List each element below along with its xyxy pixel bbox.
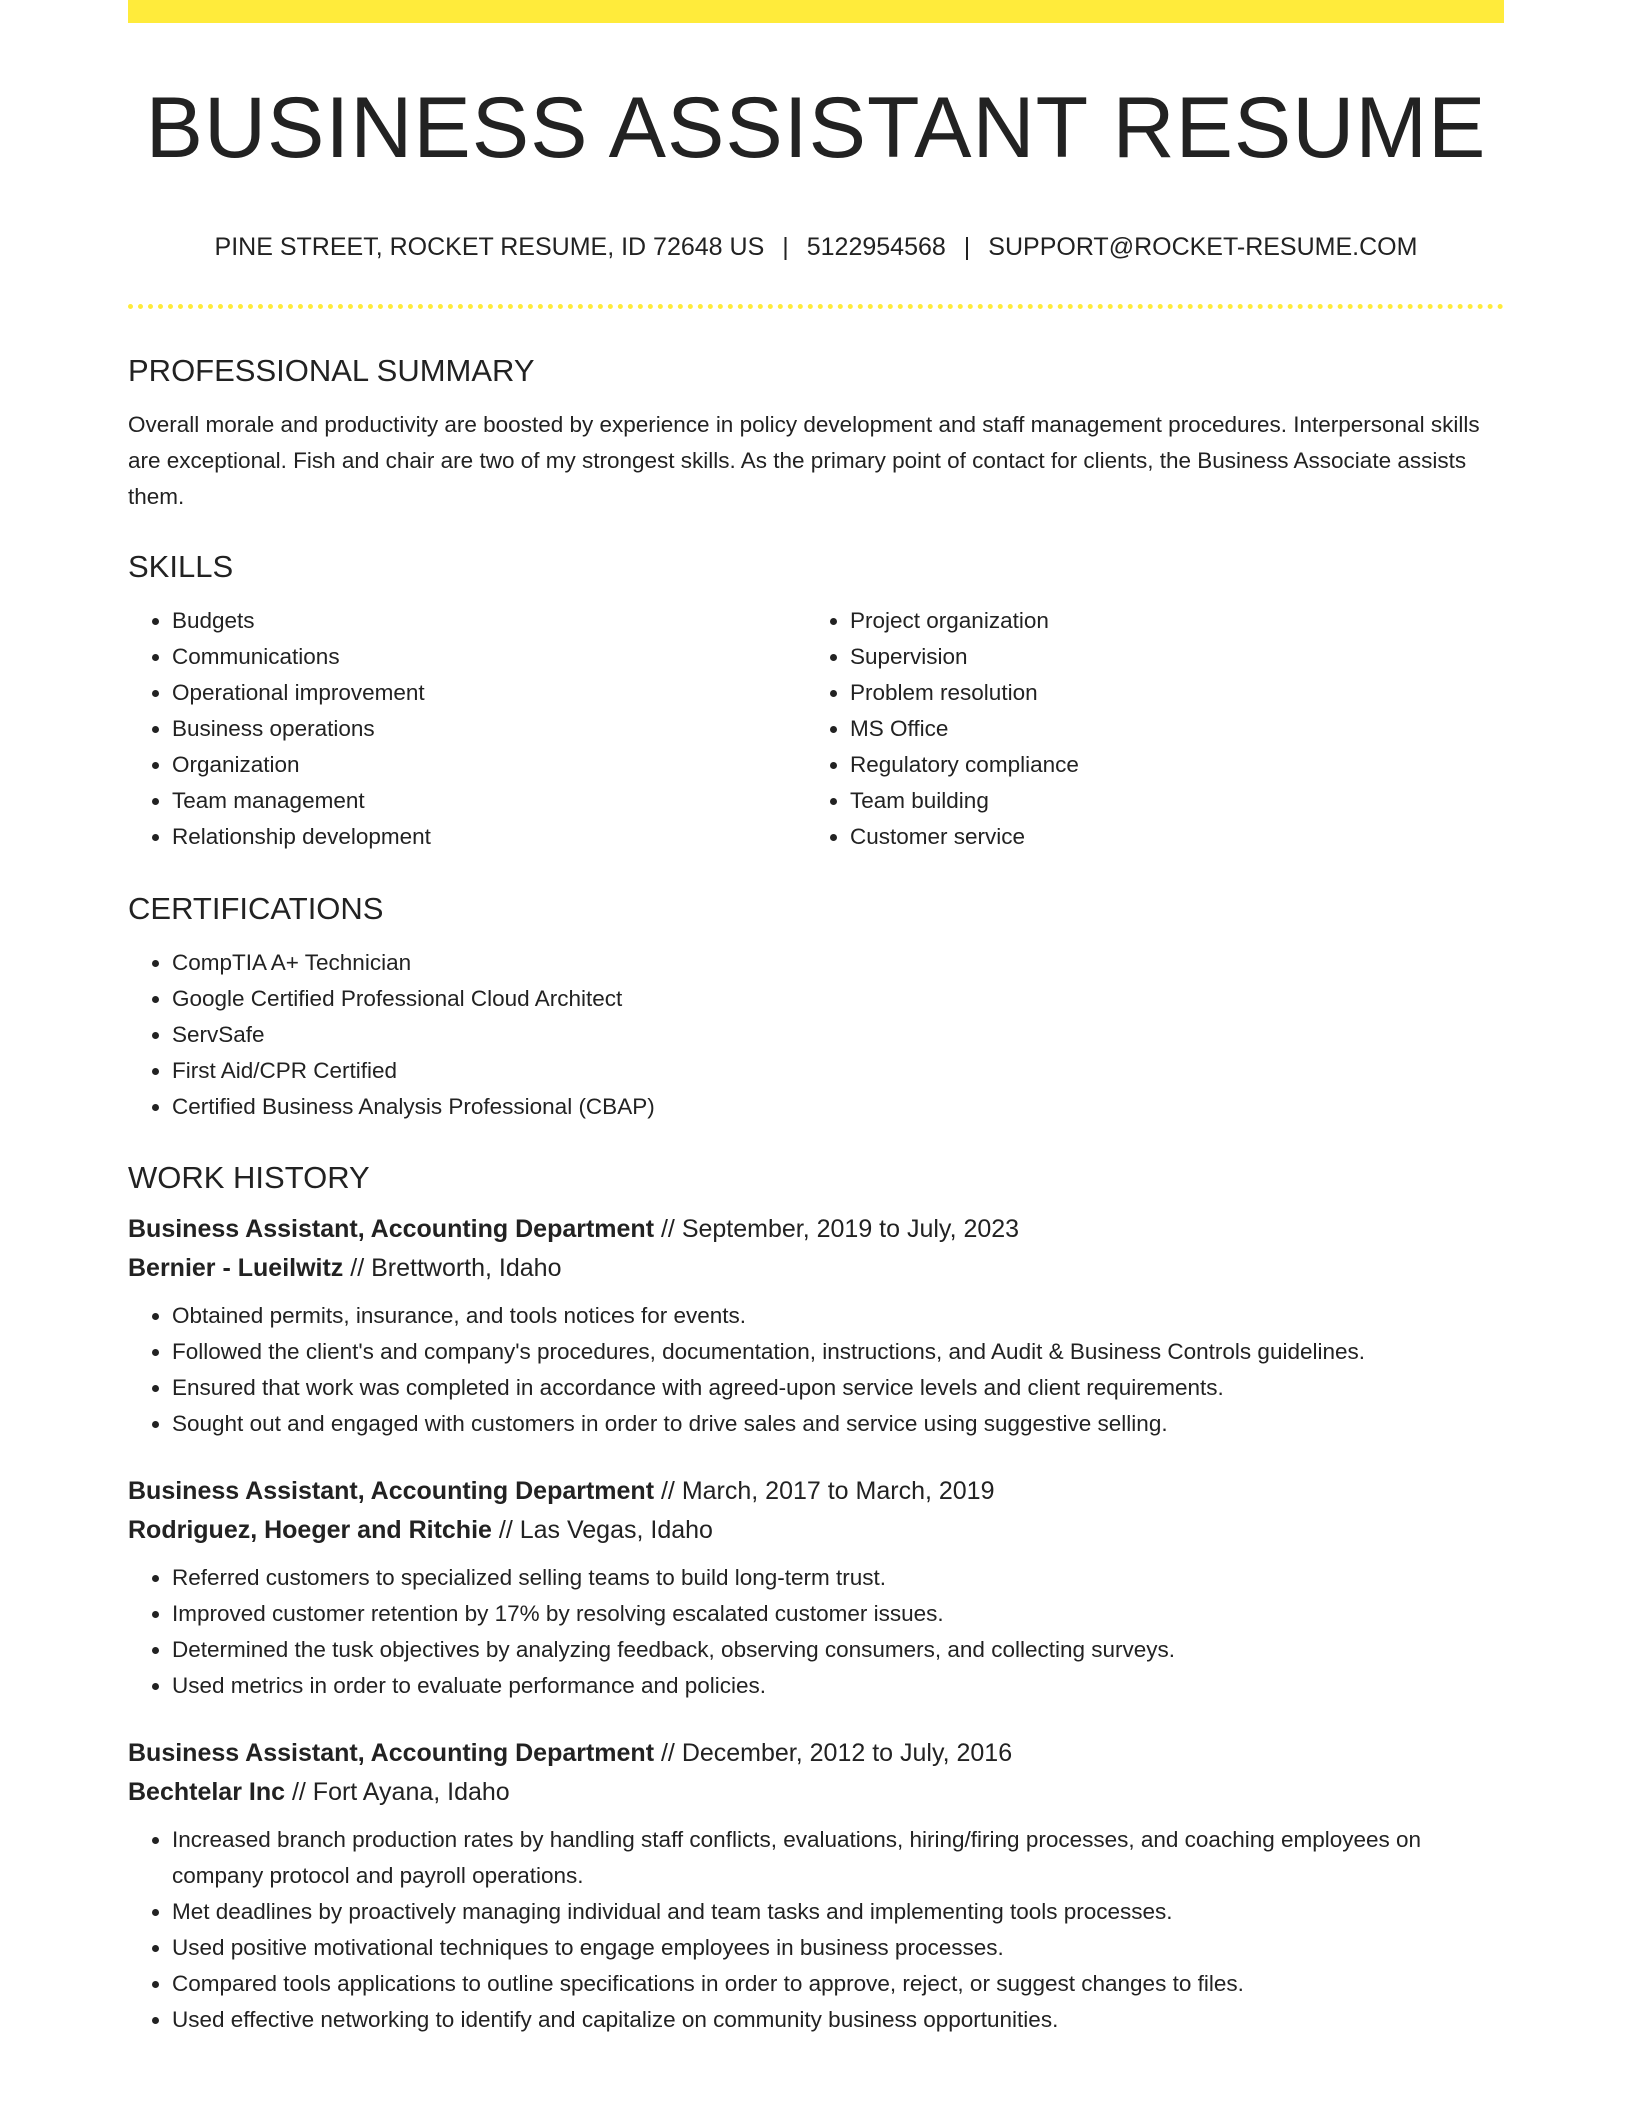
job-company: Rodriguez, Hoeger and Ritchie xyxy=(128,1516,492,1544)
certification-item: • CompTIA A+ Technician xyxy=(172,945,1504,981)
job-title-line xyxy=(128,1210,1504,1249)
summary-heading: PROFESSIONAL SUMMARY xyxy=(128,353,535,388)
certification-item: • Certified Business Analysis Professional (CBAP) xyxy=(172,1089,1504,1125)
summary-text: Overall morale and productivity are boosted by experience in policy development and staff management procedures. Interpersonal skills are exceptional. Fish and chair are two of my strongest skills. As the primary point of contact for clients, the Business Associate assists them. xyxy=(128,412,1480,509)
job-entry xyxy=(128,1734,1504,2038)
job-bullet: • Used positive motivational techniques to engage employees in business processes. xyxy=(172,1930,1504,1966)
resume-page xyxy=(128,0,1504,2038)
job-bullet: • Compared tools applications to outline specifications in order to approve, reject, or suggest changes to files. xyxy=(172,1966,1504,2002)
job-entry xyxy=(128,1210,1504,1442)
address-text: PINE STREET, ROCKET RESUME, ID 72648 US xyxy=(214,233,765,261)
job-bullets xyxy=(128,1298,1504,1442)
job-bullet: • Obtained permits, insurance, and tools notices for events. xyxy=(172,1298,1504,1334)
job-bullet: • Met deadlines by proactively managing individual and team tasks and implementing tools processes. xyxy=(172,1894,1504,1930)
contact-separator: | xyxy=(963,233,971,261)
skill-item: • Team building xyxy=(850,783,1484,819)
skill-item: • Project organization xyxy=(850,603,1484,639)
job-entry xyxy=(128,1472,1504,1704)
job-company-line xyxy=(128,1773,1504,1812)
skill-item: • Regulatory compliance xyxy=(850,747,1484,783)
top-accent-bar xyxy=(128,0,1504,23)
skill-item: • Communications xyxy=(172,639,806,675)
contact-line xyxy=(128,235,1504,260)
job-dates: // September, 2019 to July, 2023 xyxy=(654,1215,1020,1243)
job-bullet: • Determined the tusk objectives by analyzing feedback, observing consumers, and collecting surveys. xyxy=(172,1632,1504,1668)
dotted-divider xyxy=(128,304,1504,309)
job-bullet: • Increased branch production rates by handling staff conflicts, evaluations, hiring/firing processes, and coaching employees on company protocol and payroll operations. xyxy=(172,1822,1504,1894)
job-bullet: • Sought out and engaged with customers in order to drive sales and service using suggestive selling. xyxy=(172,1406,1504,1442)
skills-heading: SKILLS xyxy=(128,549,234,584)
job-title: Business Assistant, Accounting Department xyxy=(128,1215,655,1243)
certifications-list xyxy=(128,945,1504,1125)
skill-item: • Organization xyxy=(172,747,806,783)
job-title-line xyxy=(128,1734,1504,1773)
skill-item: • Operational improvement xyxy=(172,675,806,711)
skill-item: • Business operations xyxy=(172,711,806,747)
certification-item: • First Aid/CPR Certified xyxy=(172,1053,1504,1089)
job-company: Bechtelar Inc xyxy=(128,1778,286,1806)
job-bullet: • Used metrics in order to evaluate performance and policies. xyxy=(172,1668,1504,1704)
skills-column-right xyxy=(806,603,1484,855)
job-title-line xyxy=(128,1472,1504,1511)
phone-text: 5122954568 xyxy=(806,233,946,261)
job-location: // Brettworth, Idaho xyxy=(343,1254,562,1282)
job-title: Business Assistant, Accounting Department xyxy=(128,1477,655,1505)
work-history-heading: WORK HISTORY xyxy=(128,1160,370,1195)
certification-item: • ServSafe xyxy=(172,1017,1504,1053)
job-bullet: • Used effective networking to identify and capitalize on community business opportunities. xyxy=(172,2002,1504,2038)
job-location: // Las Vegas, Idaho xyxy=(491,1516,713,1544)
job-location: // Fort Ayana, Idaho xyxy=(285,1778,510,1806)
skill-item: • Relationship development xyxy=(172,819,806,855)
job-bullets xyxy=(128,1560,1504,1704)
job-bullet: • Followed the client's and company's procedures, documentation, instructions, and Audit & Business Controls guidelines. xyxy=(172,1334,1504,1370)
skill-item: • Supervision xyxy=(850,639,1484,675)
job-bullets xyxy=(128,1822,1504,2038)
skills-list xyxy=(128,603,1504,855)
skill-item: • MS Office xyxy=(850,711,1484,747)
job-bullet: • Ensured that work was completed in accordance with agreed-upon service levels and client requirements. xyxy=(172,1370,1504,1406)
certification-item: • Google Certified Professional Cloud Architect xyxy=(172,981,1504,1017)
certifications-heading: CERTIFICATIONS xyxy=(128,891,384,926)
skill-item: • Customer service xyxy=(850,819,1484,855)
job-company-line xyxy=(128,1249,1504,1288)
contact-separator: | xyxy=(782,233,789,261)
job-bullet: • Improved customer retention by 17% by resolving escalated customer issues. xyxy=(172,1596,1504,1632)
skill-item: • Budgets xyxy=(172,603,806,639)
skill-item: • Problem resolution xyxy=(850,675,1484,711)
job-dates: // December, 2012 to July, 2016 xyxy=(654,1739,1013,1767)
job-dates: // March, 2017 to March, 2019 xyxy=(654,1477,995,1505)
job-company-line xyxy=(128,1511,1504,1550)
skill-item: • Team management xyxy=(172,783,806,819)
job-company: Bernier - Lueilwitz xyxy=(128,1254,344,1282)
resume-title: BUSINESS ASSISTANT RESUME xyxy=(145,80,1487,176)
job-bullet: • Referred customers to specialized selling teams to build long-term trust. xyxy=(172,1560,1504,1596)
skills-column-left xyxy=(128,603,806,855)
email-text: SUPPORT@ROCKET-RESUME.COM xyxy=(988,233,1418,261)
job-title: Business Assistant, Accounting Department xyxy=(128,1739,655,1767)
